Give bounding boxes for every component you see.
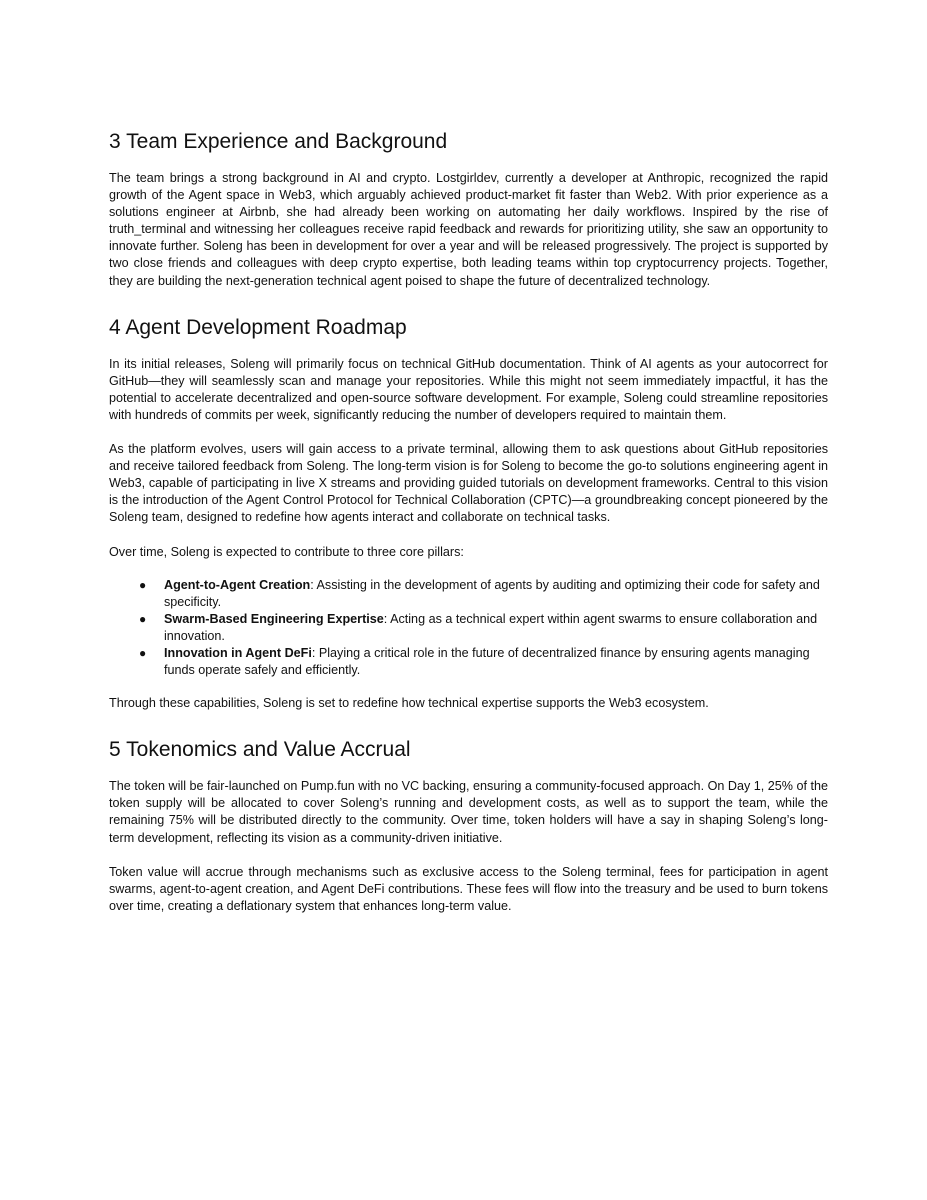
team-paragraph: The team brings a strong background in AI and crypto. Lostgirldev, currently a developer at Anthropic, recognized the rapid growth of the Agent space in Web3, which arguably achieved product-market fit faster than Web2. With prior experience as a solutions engineer at Airbnb, she had already been working on automating her daily workflows. Inspired by the rise of truth_terminal and witnessing her colleagues receive rapid feedback and rewards for prioritizing utility, she saw an opportunity to innovate further. Soleng has been in development for over a year and will be released progressively. The project is supported by two close friends and colleagues with deep crypto expertise, both leading teams within top cryptocurrency projects. Together, they are building the next-generation technical agent poised to shape the future of decentralized technology.	[109, 171, 828, 288]
list-item	[109, 611, 828, 645]
pillar-term: Swarm-Based Engineering Expertise	[164, 611, 384, 626]
pillar-description: : Acting as a technical expert within agent swarms to ensure collaboration and innovation.	[164, 611, 818, 643]
pillar-description: : Playing a critical role in the future of decentralized finance by ensuring agents managing funds operate safely and efficiently.	[164, 645, 810, 678]
list-item	[109, 577, 828, 611]
section-heading-roadmap: 4 Agent Development Roadmap	[109, 315, 407, 339]
roadmap-paragraph-2: As the platform evolves, users will gain access to a private terminal, allowing them to ask questions about GitHub repositories and receive tailored feedback from Soleng. The long-term vision is for Soleng to become the go-to solutions engineering agent in Web3, capable of participating in live X streams and providing guided tutorials on development frameworks. Central to this vision is the introduction of the Agent Control Protocol for Technical Collaboration (CPTC)—a groundbreaking concept pioneered by the Soleng team, designed to redefine how agents interact and collaborate on technical tasks.	[109, 442, 828, 525]
pillar-term: Agent-to-Agent Creation	[164, 577, 311, 592]
roadmap-closing: Through these capabilities, Soleng is set to redefine how technical expertise supports the Web3 ecosystem.	[109, 696, 709, 711]
bullet-icon: ●	[139, 611, 147, 626]
bullet-icon: ●	[139, 645, 147, 660]
tokenomics-paragraph-2: Token value will accrue through mechanisms such as exclusive access to the Soleng terminal, fees for participation in agent swarms, agent-to-agent creation, and Agent DeFi contributions. These fees will flow into the treasury and be used to burn tokens over time, creating a deflationary system that enhances long-term value.	[109, 864, 828, 913]
roadmap-pillars-intro: Over time, Soleng is expected to contribute to three core pillars:	[109, 544, 464, 559]
roadmap-paragraph-1: In its initial releases, Soleng will primarily focus on technical GitHub documentation. Think of AI agents as your autocorrect for GitHub—they will seamlessly scan and manage your repositories. While this might not seem immediately impactful, it has the potential to accelerate decentralized and open-source software development. For example, Soleng could streamline repositories with hundreds of commits per week, significantly reducing the number of developers required to maintain them.	[109, 356, 828, 422]
section-heading-team: 3 Team Experience and Background	[109, 130, 448, 153]
section-heading-tokenomics: 5 Tokenomics and Value Accrual	[109, 738, 411, 762]
tokenomics-paragraph-1: The token will be fair-launched on Pump.fun with no VC backing, ensuring a community-focused approach. On Day 1, 25% of the token supply will be allocated to cover Soleng’s running and development costs, as well as to support the team, while the remaining 75% will be distributed directly to the community. Over time, token holders will have a say in shaping Soleng’s long-term development, reflecting its vision as a community-driven initiative.	[109, 779, 828, 845]
pillar-term: Innovation in Agent DeFi	[164, 645, 312, 660]
pillar-description: : Assisting in the development of agents by auditing and optimizing their code for safety and specificity.	[164, 577, 820, 609]
bullet-icon: ●	[139, 577, 147, 592]
pillars-list	[109, 577, 828, 680]
list-item	[109, 645, 828, 679]
document-page	[109, 128, 828, 915]
